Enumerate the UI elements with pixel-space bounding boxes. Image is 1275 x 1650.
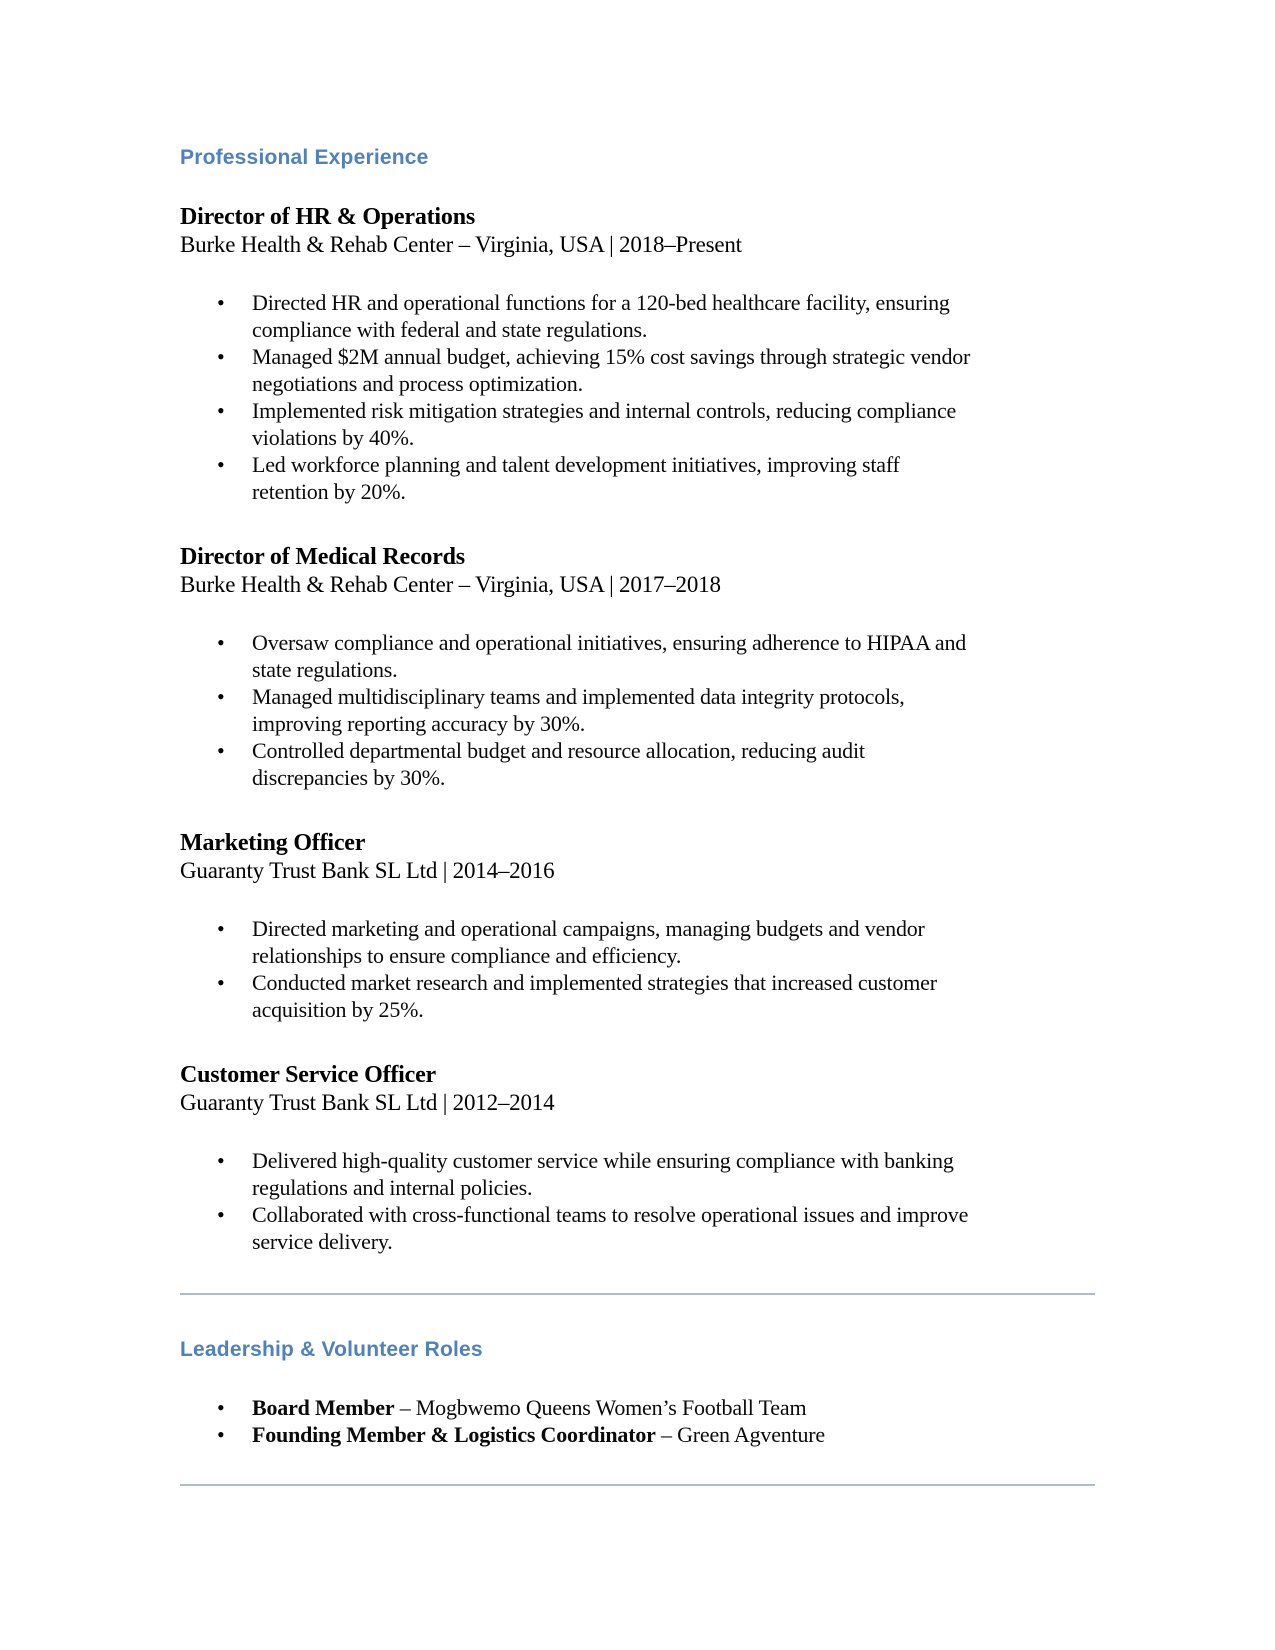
bullet-marker-icon: • (217, 344, 225, 369)
bullet-item (180, 451, 1095, 505)
bullet-line: compliance with federal and state regulations. (252, 317, 648, 342)
bullet-item (180, 1147, 1095, 1201)
bullet-line: state regulations. (252, 657, 398, 682)
bullet-line: Directed marketing and operational campaigns, managing budgets and vendor (252, 916, 925, 941)
bullet-marker-icon: • (217, 452, 225, 477)
bullet-line: Managed multidisciplinary teams and implemented data integrity protocols, (252, 684, 905, 709)
job-entry (180, 203, 1095, 505)
job-title: Director of HR & Operations (180, 204, 475, 230)
bullet-line: relationships to ensure compliance and efficiency. (252, 943, 682, 968)
leadership-list (180, 1394, 1095, 1448)
bullet-item (180, 343, 1095, 397)
job-title: Customer Service Officer (180, 1062, 436, 1088)
bullet-line: retention by 20%. (252, 479, 406, 504)
bullet-marker-icon: • (217, 970, 225, 995)
bullet-marker-icon: • (217, 916, 225, 941)
section-heading-professional-experience: Professional Experience (180, 146, 429, 169)
bullet-line: Oversaw compliance and operational initiatives, ensuring adherence to HIPAA and (252, 630, 967, 655)
bullet-marker-icon: • (217, 738, 225, 763)
bullet-line: Collaborated with cross-functional teams to resolve operational issues and improve (252, 1202, 969, 1227)
section-divider (180, 1484, 1095, 1486)
bullet-marker-icon: • (217, 1422, 225, 1447)
job-bullet-list (180, 915, 1095, 1023)
leadership-org: – Green Agventure (655, 1422, 825, 1447)
bullet-line: Directed HR and operational functions for a 120-bed healthcare facility, ensuring (252, 290, 950, 315)
bullet-line: violations by 40%. (252, 425, 415, 450)
bullet-marker-icon: • (217, 684, 225, 709)
job-title: Marketing Officer (180, 830, 366, 856)
leadership-item (180, 1394, 1095, 1421)
bullet-marker-icon: • (217, 398, 225, 423)
job-company-line: Burke Health & Rehab Center – Virginia, USA | 2017–2018 (180, 572, 721, 597)
bullet-marker-icon: • (217, 1395, 225, 1420)
job-entry (180, 1061, 1095, 1255)
bullet-item (180, 397, 1095, 451)
job-bullet-list (180, 289, 1095, 505)
leadership-line (252, 1394, 1095, 1421)
bullet-item (180, 915, 1095, 969)
leadership-org: – Mogbwemo Queens Women’s Football Team (394, 1395, 807, 1420)
job-entry (180, 829, 1095, 1023)
job-title: Director of Medical Records (180, 544, 465, 570)
leadership-role: Board Member (252, 1395, 395, 1420)
bullet-item (180, 629, 1095, 683)
bullet-item (180, 737, 1095, 791)
leadership-line (252, 1421, 1095, 1448)
bullet-line: regulations and internal policies. (252, 1175, 533, 1200)
job-company-line: Guaranty Trust Bank SL Ltd | 2014–2016 (180, 858, 555, 883)
bullet-line: discrepancies by 30%. (252, 765, 446, 790)
job-bullet-list (180, 1147, 1095, 1255)
bullet-line: negotiations and process optimization. (252, 371, 583, 396)
bullet-item (180, 289, 1095, 343)
section-heading-leadership-volunteer: Leadership & Volunteer Roles (180, 1338, 483, 1361)
bullet-line: Conducted market research and implemented strategies that increased customer (252, 970, 937, 995)
bullet-line: Implemented risk mitigation strategies and internal controls, reducing compliance (252, 398, 957, 423)
bullet-marker-icon: • (217, 1202, 225, 1227)
bullet-line: improving reporting accuracy by 30%. (252, 711, 586, 736)
bullet-item (180, 683, 1095, 737)
bullet-line: Delivered high-quality customer service while ensuring compliance with banking (252, 1148, 954, 1173)
bullet-marker-icon: • (217, 630, 225, 655)
bullet-line: Controlled departmental budget and resource allocation, reducing audit (252, 738, 865, 763)
bullet-line: acquisition by 25%. (252, 997, 424, 1022)
bullet-line: Led workforce planning and talent development initiatives, improving staff (252, 452, 900, 477)
leadership-role: Founding Member & Logistics Coordinator (252, 1422, 656, 1447)
section-divider (180, 1293, 1095, 1295)
leadership-item (180, 1421, 1095, 1448)
bullet-marker-icon: • (217, 1148, 225, 1173)
bullet-item (180, 1201, 1095, 1255)
bullet-item (180, 969, 1095, 1023)
bullet-marker-icon: • (217, 290, 225, 315)
job-company-line: Guaranty Trust Bank SL Ltd | 2012–2014 (180, 1090, 555, 1115)
bullet-line: service delivery. (252, 1229, 393, 1254)
job-bullet-list (180, 629, 1095, 791)
bullet-line: Managed $2M annual budget, achieving 15% cost savings through strategic vendor (252, 344, 971, 369)
job-company-line: Burke Health & Rehab Center – Virginia, USA | 2018–Present (180, 232, 742, 257)
job-entry (180, 543, 1095, 791)
